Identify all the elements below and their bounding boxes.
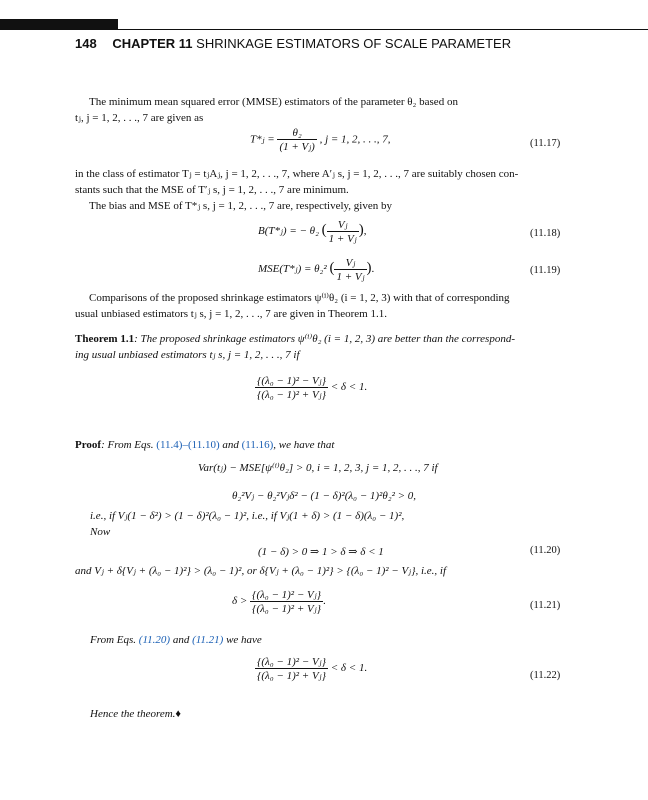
variance-inequality: Var(tⱼ) − MSE[ψ⁽ⁱ⁾θ₂] > 0, i = 1, 2, 3, j = 1, 2, . . ., 7 if — [198, 462, 438, 474]
ie-line: i.e., if Vⱼ(1 − δ²) > (1 − δ)²(λ₀ − 1)², i.e., if Vⱼ(1 + δ) > (1 − δ)(λ₀ − 1)², — [90, 510, 405, 522]
running-header — [75, 36, 511, 51]
ref-eq-11-4-11-10[interactable]: (11.4)–(11.10) — [156, 439, 220, 451]
theta-inequality: θ₂²Vⱼ − θ₂²Vⱼδ² − (1 − δ)²(λ₀ − 1)²θ₂² > 0, — [232, 490, 417, 502]
header-rule — [0, 29, 648, 30]
equation-11-21: δ > $\frac{\text{\{(λ₀ − 1)² − Vⱼ\}}}{\text{\{(λ₀ − 1)² + Vⱼ\}}}$ . — [232, 589, 326, 615]
chapter-label: CHAPTER 11 — [112, 36, 193, 51]
equation-11-22: $\frac{\text{\{(λ₀ − 1)² − Vⱼ\}}}{\text{\{(λ₀ − 1)² + Vⱼ\}}}$ < δ < 1. — [257, 656, 368, 682]
equation-11-18: B(T*ⱼ) = − θ₂ ( $\frac{\text{Vⱼ}}{\text{1 + Vⱼ}}$ ), — [258, 219, 367, 245]
chapter-title: SHRINKAGE ESTIMATORS OF SCALE PARAMETER — [196, 36, 512, 51]
equation-11-19: MSE(T*ⱼ) = θ₂² ( $\frac{\text{Vⱼ}}{\text{1 + Vⱼ}}$ ). — [258, 257, 375, 283]
equation-11-17: T*ⱼ = $\frac{\text{θ₂}}{\text{(1 + Vⱼ)}}$ , j = 1, 2, . . ., 7, — [250, 127, 391, 153]
equation-number-11-22: (11.22) — [530, 670, 561, 681]
ref-eq-11-20[interactable]: (11.20) — [138, 634, 171, 646]
hence-theorem: Hence the theorem.♦ — [90, 708, 182, 720]
theorem-label: Theorem 1.1 — [75, 333, 135, 345]
intro-line-1: The minimum mean squared error (MMSE) estimators of the parameter θ₂ based on — [89, 96, 458, 108]
proof-intro: Proof: From Eqs. (11.4)–(11.10) and (11.16), we have that — [75, 439, 335, 451]
equation-number-11-18: (11.18) — [530, 228, 561, 239]
equation-11-20: (1 − δ) > 0 ⇒ 1 > δ ⇒ δ < 1 — [258, 546, 384, 558]
equation-number-11-17: (11.17) — [530, 138, 561, 149]
theorem-condition: $\frac{\text{\{(λ₀ − 1)² − Vⱼ\}}}{\text{\{(λ₀ − 1)² + Vⱼ\}}}$ < δ < 1. — [257, 375, 368, 401]
equation-number-11-21: (11.21) — [530, 600, 561, 611]
intro-paragraph — [75, 94, 563, 126]
now-label: Now — [90, 526, 111, 538]
ref-eq-11-21[interactable]: (11.21) — [192, 634, 224, 646]
equation-number-11-19: (11.19) — [530, 265, 561, 276]
ref-eq-11-16[interactable]: (11.16) — [241, 439, 274, 451]
theorem-1-1: Theorem 1.1: The proposed shrinkage estimators ψ⁽ⁱ⁾θ₂ (i = 1, 2, 3) are better than the correspond- ing usual unbiased estimators tⱼ s, j = 1, 2, . . ., 7 if — [75, 333, 515, 361]
proof-label: Proof — [75, 439, 102, 451]
intro-line-2: tⱼ, j = 1, 2, . . ., 7 are given as — [75, 112, 204, 124]
page-number: 148 — [75, 36, 97, 51]
from-line: From Eqs. (11.20) and (11.21) we have — [90, 634, 262, 646]
class-paragraph: in the class of estimator Tⱼ = tⱼAⱼ, j = 1, 2, . . ., 7, where A′ⱼ s, j = 1, 2, . . ., 7 are suitably chosen con- stants such that the MSE of T′ⱼ s, j = 1, 2, . . ., 7 are minimum. The bias and MSE of T*ⱼ s, j = 1, 2, . . ., 7 are, respectively, given by — [75, 168, 519, 212]
equation-number-11-20: (11.20) — [530, 545, 561, 556]
comparison-paragraph: Comparisons of the proposed shrinkage estimators ψ⁽ⁱ⁾θ₂ (i = 1, 2, 3) with that of corresponding usual unbiased estimators tⱼ s, j = 1, 2, . . ., 7 are given in Theorem 1.1. — [75, 292, 510, 320]
and-line: and Vⱼ + δ{Vⱼ + (λ₀ − 1)²} > (λ₀ − 1)², or δ{Vⱼ + (λ₀ − 1)²} > {(λ₀ − 1)² − Vⱼ}, i.e., if — [75, 565, 447, 577]
